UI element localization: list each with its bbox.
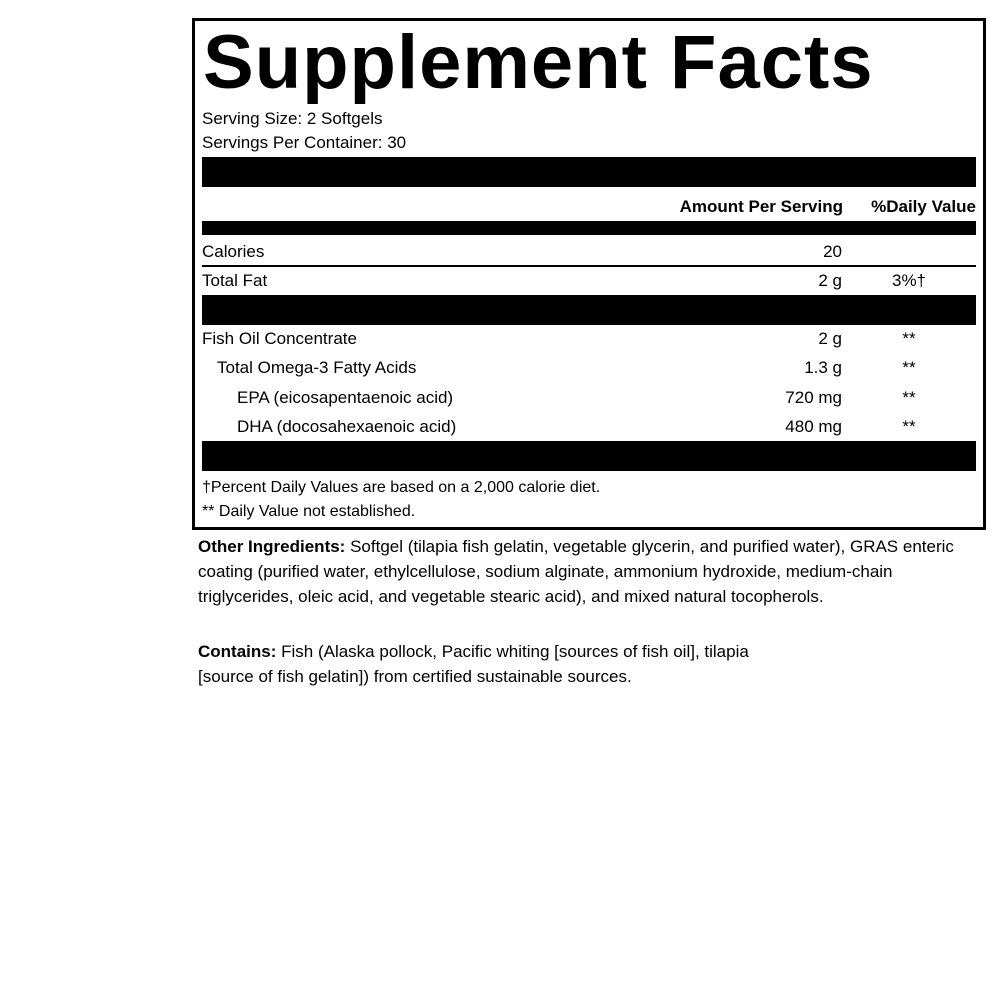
contains-label: Contains:: [198, 642, 277, 661]
row-name: EPA (eicosapentaenoic acid): [237, 388, 454, 407]
thin-divider: [202, 265, 976, 267]
row-daily-value: 3%†: [891, 271, 927, 290]
table-row: [202, 356, 976, 380]
row-daily-value: **: [902, 329, 916, 348]
table-row: [202, 386, 976, 410]
footnote-not-established: ** Daily Value not established.: [202, 503, 416, 520]
row-name: DHA (docosahexaenoic acid): [237, 417, 457, 436]
table-row: [202, 327, 976, 351]
other-ingredients: [198, 534, 978, 609]
table-row: [202, 415, 976, 439]
row-daily-value: **: [902, 417, 916, 436]
contains-text: Fish (Alaska pollock, Pacific whiting [sources of fish oil], tilapia [source of fish gelatin]) from certified sustainable sources.: [198, 642, 749, 686]
row-name: Fish Oil Concentrate: [202, 329, 357, 348]
row-amount: 2 g: [818, 271, 842, 290]
medium-divider: [202, 221, 976, 235]
panel-title: Supplement Facts: [203, 20, 874, 105]
daily-value-header: %Daily Value: [871, 197, 976, 216]
table-row: [202, 269, 976, 293]
row-name: Total Omega-3 Fatty Acids: [217, 358, 417, 377]
row-amount: 1.3 g: [804, 358, 842, 377]
row-amount: 2 g: [818, 329, 842, 348]
table-row: [202, 240, 976, 264]
contains-statement: [198, 639, 798, 689]
amount-per-serving-header: Amount Per Serving: [679, 197, 843, 216]
row-amount: 20: [823, 242, 842, 261]
row-name: Total Fat: [202, 271, 268, 290]
thick-divider: [202, 157, 976, 187]
other-ingredients-text: Softgel (tilapia fish gelatin, vegetable glycerin, and purified water), GRAS enteric coating (purified water, ethylcellulose, sodium alginate, ammonium hydroxide, medium-chain triglycerides, oleic acid, and vegetable stearic acid), and mixed natural tocopherols.: [198, 537, 954, 606]
other-ingredients-label: Other Ingredients:: [198, 537, 346, 556]
row-daily-value: **: [902, 358, 916, 377]
thick-divider: [202, 441, 976, 471]
footnote-dv-basis: †Percent Daily Values are based on a 2,000 calorie diet.: [202, 479, 601, 496]
row-amount: 720 mg: [785, 388, 842, 407]
thick-divider: [202, 295, 976, 325]
row-daily-value: **: [902, 388, 916, 407]
row-name: Calories: [202, 242, 265, 261]
supplement-facts-panel: [192, 18, 986, 530]
serving-size: Serving Size: 2 Softgels: [202, 109, 383, 128]
row-amount: 480 mg: [785, 417, 842, 436]
servings-per-container: Servings Per Container: 30: [202, 133, 407, 152]
